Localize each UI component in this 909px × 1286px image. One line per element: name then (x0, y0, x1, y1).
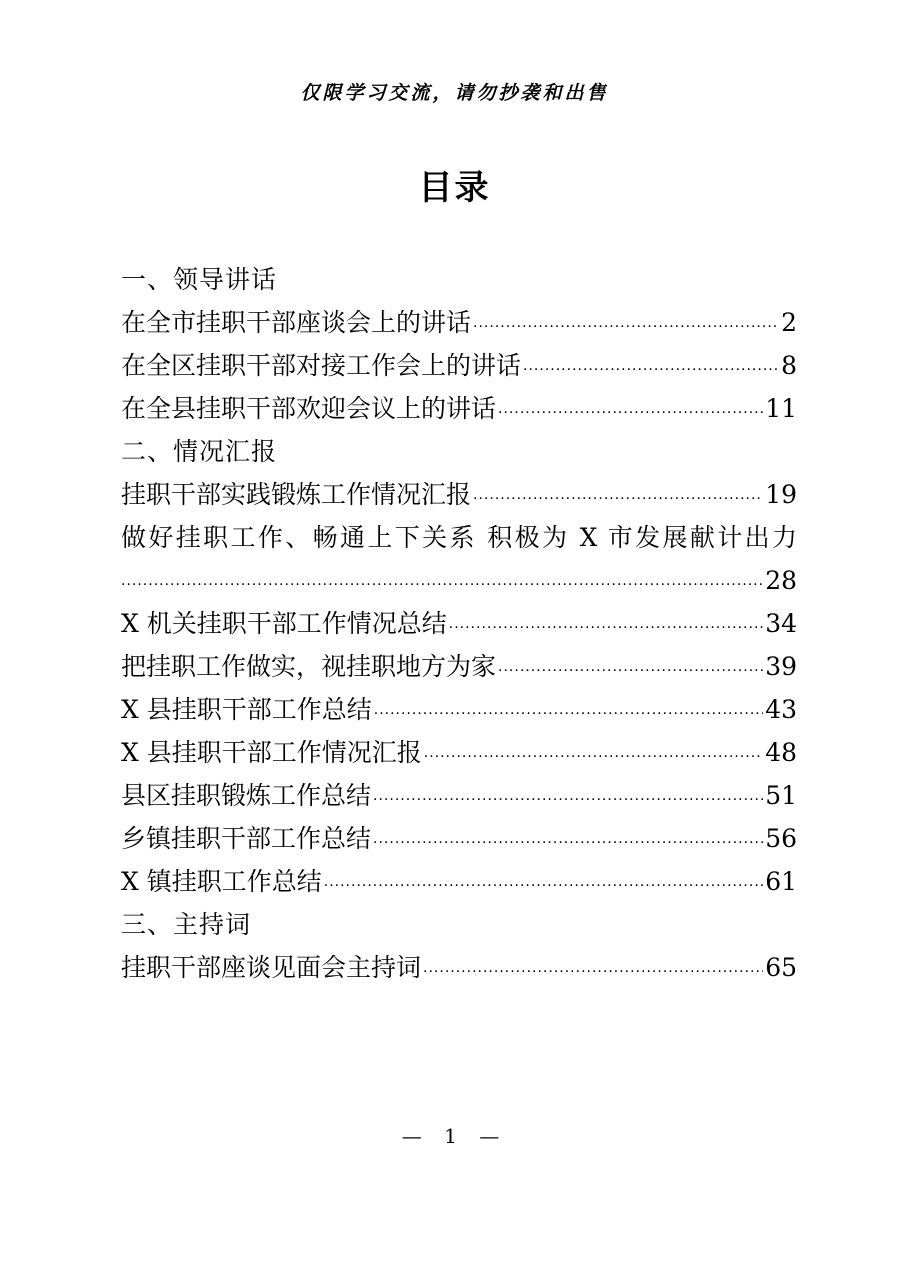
section-heading: 二、情况汇报 (121, 437, 278, 466)
toc-entry[interactable] (121, 344, 797, 387)
dot-leader (324, 865, 763, 908)
dot-leader (374, 693, 763, 736)
toc-entry-page: 8 (781, 351, 797, 380)
toc-entry[interactable] (121, 946, 797, 989)
toc-entry-page: 19 (765, 480, 797, 509)
toc-entry-title: X 县挂职干部工作总结 (121, 695, 372, 724)
toc-entry-title: 挂职干部实践锻炼工作情况汇报 (121, 480, 472, 509)
dot-leader (373, 779, 763, 822)
dot-leader (523, 349, 779, 392)
toc-entry-wrapped[interactable] (121, 516, 797, 602)
dot-leader (449, 607, 763, 650)
toc-entry-continuation (121, 559, 797, 602)
toc-entry-title: 乡镇挂职干部工作总结 (121, 824, 372, 853)
toc-entry-page: 43 (765, 695, 797, 724)
toc-entry-title: 在全市挂职干部座谈会上的讲话 (121, 308, 472, 337)
toc-entry-page: 51 (765, 781, 797, 810)
section-heading: 三、主持词 (121, 910, 252, 939)
toc-entry-title: X 县挂职干部工作情况汇报 (121, 738, 422, 767)
toc-entry[interactable] (121, 688, 797, 731)
page-number: — 1 — (401, 1124, 508, 1148)
toc-entry-title: X 机关挂职干部工作情况总结 (121, 609, 447, 638)
dot-leader (498, 392, 763, 435)
toc-entry[interactable] (121, 817, 797, 860)
toc-entry-page: 2 (781, 308, 797, 337)
toc-entry[interactable] (121, 645, 797, 688)
toc-entry-page: 65 (765, 953, 797, 982)
dot-leader (373, 822, 763, 865)
dot-leader (473, 478, 763, 521)
toc-entry[interactable] (121, 602, 797, 645)
dot-leader (121, 564, 763, 607)
toc-entry[interactable] (121, 301, 797, 344)
toc-entry[interactable] (121, 387, 797, 430)
toc-entry-title: 在全区挂职干部对接工作会上的讲话 (121, 351, 522, 380)
toc-entry-title: 做好挂职工作、畅通上下关系 积极为 X 市发展献计出力 (121, 523, 797, 552)
toc-entry[interactable] (121, 860, 797, 903)
toc-entry-title: 在全县挂职干部欢迎会议上的讲话 (121, 394, 497, 423)
toc-entry-title: X 镇挂职工作总结 (121, 867, 322, 896)
toc-entry-page: 34 (765, 609, 797, 638)
page-title: 目录 (418, 168, 491, 208)
toc-entry-page: 48 (765, 738, 797, 767)
toc-entry-page: 61 (765, 867, 797, 896)
dot-leader (424, 736, 763, 779)
toc-entry[interactable] (121, 774, 797, 817)
dot-leader (423, 951, 763, 994)
toc-entry[interactable] (121, 473, 797, 516)
toc-entry-page: 11 (765, 394, 797, 423)
toc-entry-page: 56 (765, 824, 797, 853)
header-note: 仅限学习交流，请勿抄袭和出售 (300, 82, 609, 104)
toc-entry-title: 挂职干部座谈见面会主持词 (121, 953, 422, 982)
toc-entry-title: 把挂职工作做实，视挂职地方为家 (121, 652, 497, 681)
dot-leader (498, 650, 763, 693)
table-of-contents (121, 258, 797, 989)
toc-entry-page: 39 (765, 652, 797, 681)
dot-leader (473, 306, 779, 349)
toc-entry-page: 28 (765, 566, 797, 595)
toc-entry-title: 县区挂职锻炼工作总结 (121, 781, 372, 810)
toc-entry[interactable] (121, 731, 797, 774)
section-heading: 一、领导讲话 (121, 265, 278, 294)
